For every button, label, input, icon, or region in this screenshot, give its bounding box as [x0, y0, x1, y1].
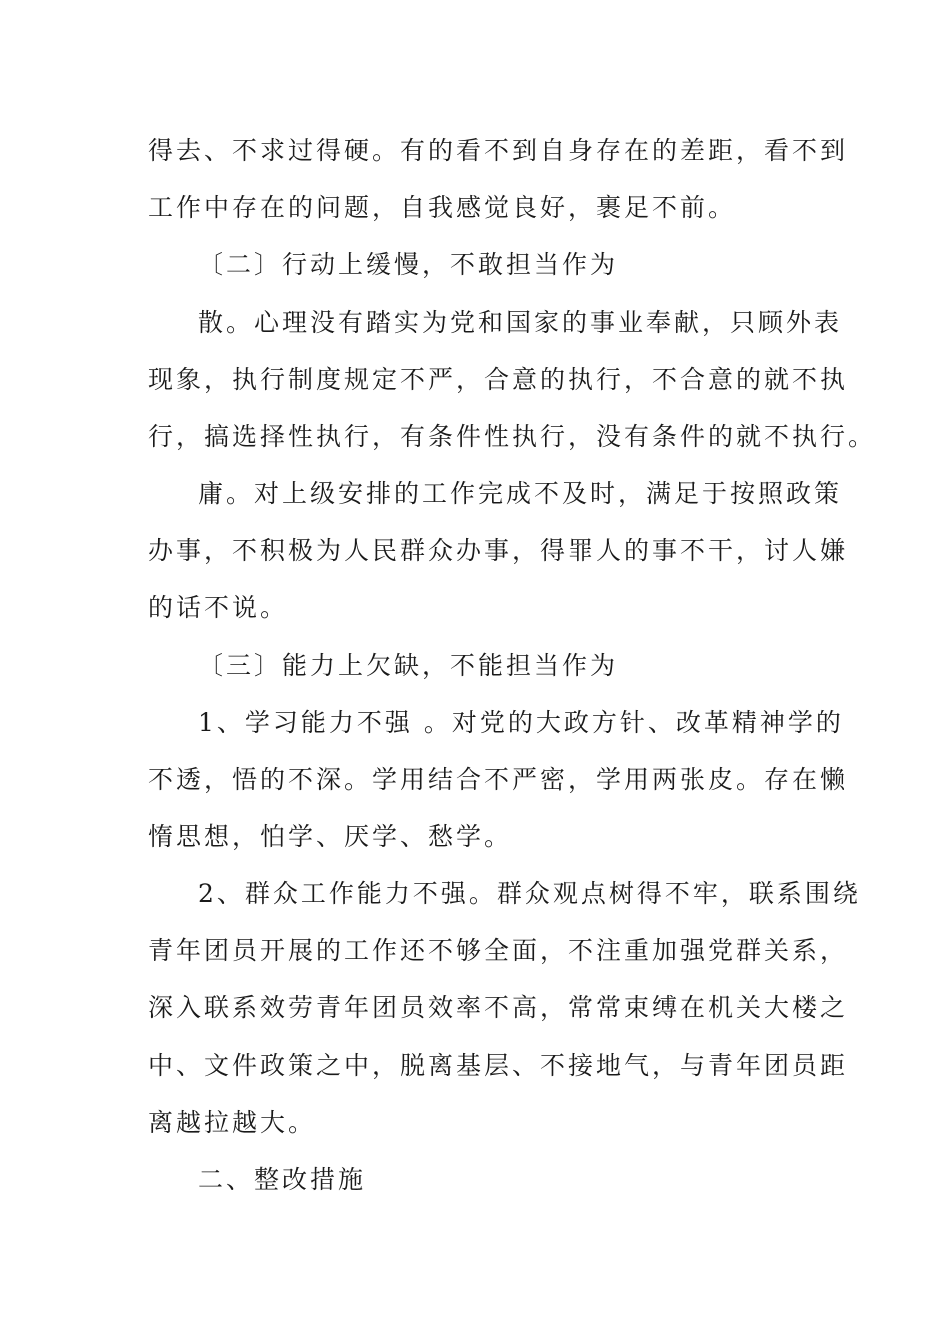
body-text-line: 深入联系效劳青年团员效率不高，常常束缚在机关大楼之 — [148, 993, 849, 1022]
section-heading: 〔二〕行动上缓慢，不敢担当作为 — [198, 250, 619, 279]
body-text-line: 青年团员开展的工作还不够全面，不注重加强党群关系， — [148, 936, 849, 965]
body-text-line: 散。心理没有踏实为党和国家的事业奉献，只顾外表 — [198, 308, 843, 337]
section-heading: 二、整改措施 — [198, 1165, 367, 1194]
body-text-line: 离越拉越大。 — [148, 1108, 317, 1137]
body-text-line: 2、群众工作能力不强。群众观点树得不牢，联系围绕 — [198, 879, 861, 908]
body-text-line: 庸。对上级安排的工作完成不及时，满足于按照政策 — [198, 479, 843, 508]
body-text-line: 工作中存在的问题，自我感觉良好，裹足不前。 — [148, 193, 737, 222]
body-text-line: 中、文件政策之中，脱离基层、不接地气，与青年团员距 — [148, 1051, 849, 1080]
body-text-line: 不透，悟的不深。学用结合不严密，学用两张皮。存在懒 — [148, 765, 849, 794]
body-text-line: 的话不说。 — [148, 593, 289, 622]
body-text-line: 办事，不积极为人民群众办事，得罪人的事不干，讨人嫌 — [148, 536, 849, 565]
body-text-line: 现象，执行制度规定不严，合意的执行，不合意的就不执 — [148, 365, 849, 394]
body-text-line: 行，搞选择性执行，有条件性执行，没有条件的就不执行。 — [148, 422, 877, 451]
section-heading: 〔三〕能力上欠缺，不能担当作为 — [198, 651, 619, 680]
body-text-line: 惰思想，怕学、厌学、愁学。 — [148, 822, 513, 851]
body-text-line: 1、学习能力不强 。对党的大政方针、改革精神学的 — [198, 708, 844, 737]
body-text-line: 得去、不求过得硬。有的看不到自身存在的差距，看不到 — [148, 136, 849, 165]
